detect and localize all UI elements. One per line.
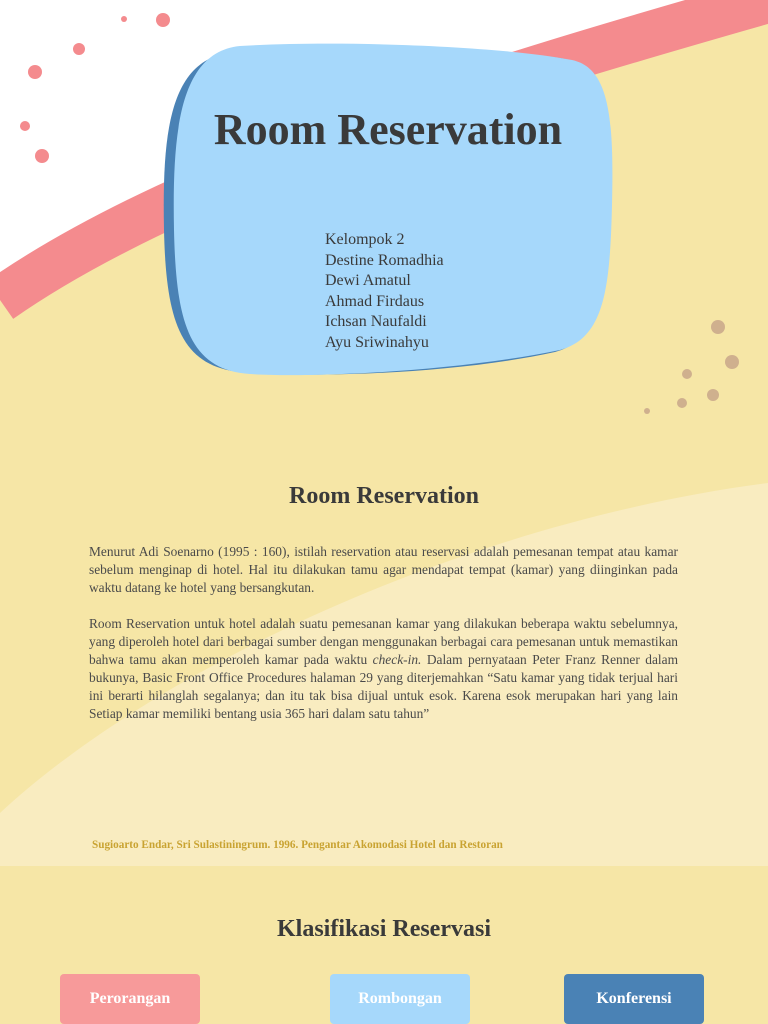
definition-slide — [0, 433, 768, 866]
tan-dot — [682, 369, 692, 379]
tan-dot — [725, 355, 739, 369]
definition-paragraph-1: Menurut Adi Soenarno (1995 : 160), istilah reservation atau reservasi adalah pemesanan tempat atau kamar sebelum menginap di hotel. Hal itu dilakukan tamu agar mendapat tempat (kamar) yang diinginkan pada waktu datang ke hotel yang bersangkutan. — [89, 544, 678, 595]
paragraph-2-text: Dalam pernyataan Peter Franz Renner dalam bukunya, Basic Front Office Procedures halaman 29 yang diterjemahkan “Satu kamar yang tidak terjual hari ini berarti hilanglah segalanya; dan itu tak bisa dijual untuk esok. Karena esok merupakan hari yang lain Setiap kamar memiliki bentang usia 365 hari dalam satu tahun” — [89, 652, 678, 721]
tan-dot — [677, 398, 687, 408]
coral-dot — [28, 65, 42, 79]
tan-dot — [644, 408, 650, 414]
definition-paragraph-2 — [89, 615, 678, 723]
paragraph-2-text: Room Reservation untuk hotel adalah suatu pemesanan kamar yang dilakukan beberapa waktu sebelumnya, yang diperoleh hotel dari berbagai sumber dengan menggunakan berbagai cara pemesanan untuk memastikan bahwa tamu akan memperoleh kamar pada waktu — [89, 616, 678, 667]
member-item: Kelompok 2 — [325, 231, 405, 248]
konferensi-card[interactable]: Konferensi — [564, 974, 704, 1024]
member-item: Ichsan Naufaldi — [325, 313, 427, 330]
coral-dot — [20, 121, 30, 131]
member-item: Ayu Sriwinahyu — [325, 333, 429, 351]
cover-slide — [0, 0, 768, 433]
member-item: Destine Romadhia — [325, 251, 444, 269]
coral-dot — [35, 149, 49, 163]
perorangan-card[interactable]: Perorangan — [60, 974, 200, 1024]
cover-background — [0, 0, 768, 433]
classification-title: Klasifikasi Reservasi — [277, 916, 491, 942]
cover-title: Room Reservation — [213, 105, 563, 154]
member-item: Ahmad Firdaus — [325, 292, 425, 310]
definition-title: Room Reservation — [289, 483, 479, 509]
coral-dot — [156, 13, 170, 27]
classification-slide — [0, 866, 768, 1024]
check-in-term: check-in. — [372, 652, 422, 667]
coral-dot — [73, 43, 85, 55]
member-item: Dewi Amatul — [325, 272, 411, 289]
tan-dot — [711, 320, 725, 334]
tan-dot — [707, 389, 719, 401]
coral-dot — [121, 16, 127, 22]
member-list — [325, 230, 444, 353]
source-citation: Sugioarto Endar, Sri Sulastiningrum. 1996. Pengantar Akomodasi Hotel dan Restoran — [92, 839, 503, 851]
rombongan-card[interactable]: Rombongan — [330, 974, 470, 1024]
